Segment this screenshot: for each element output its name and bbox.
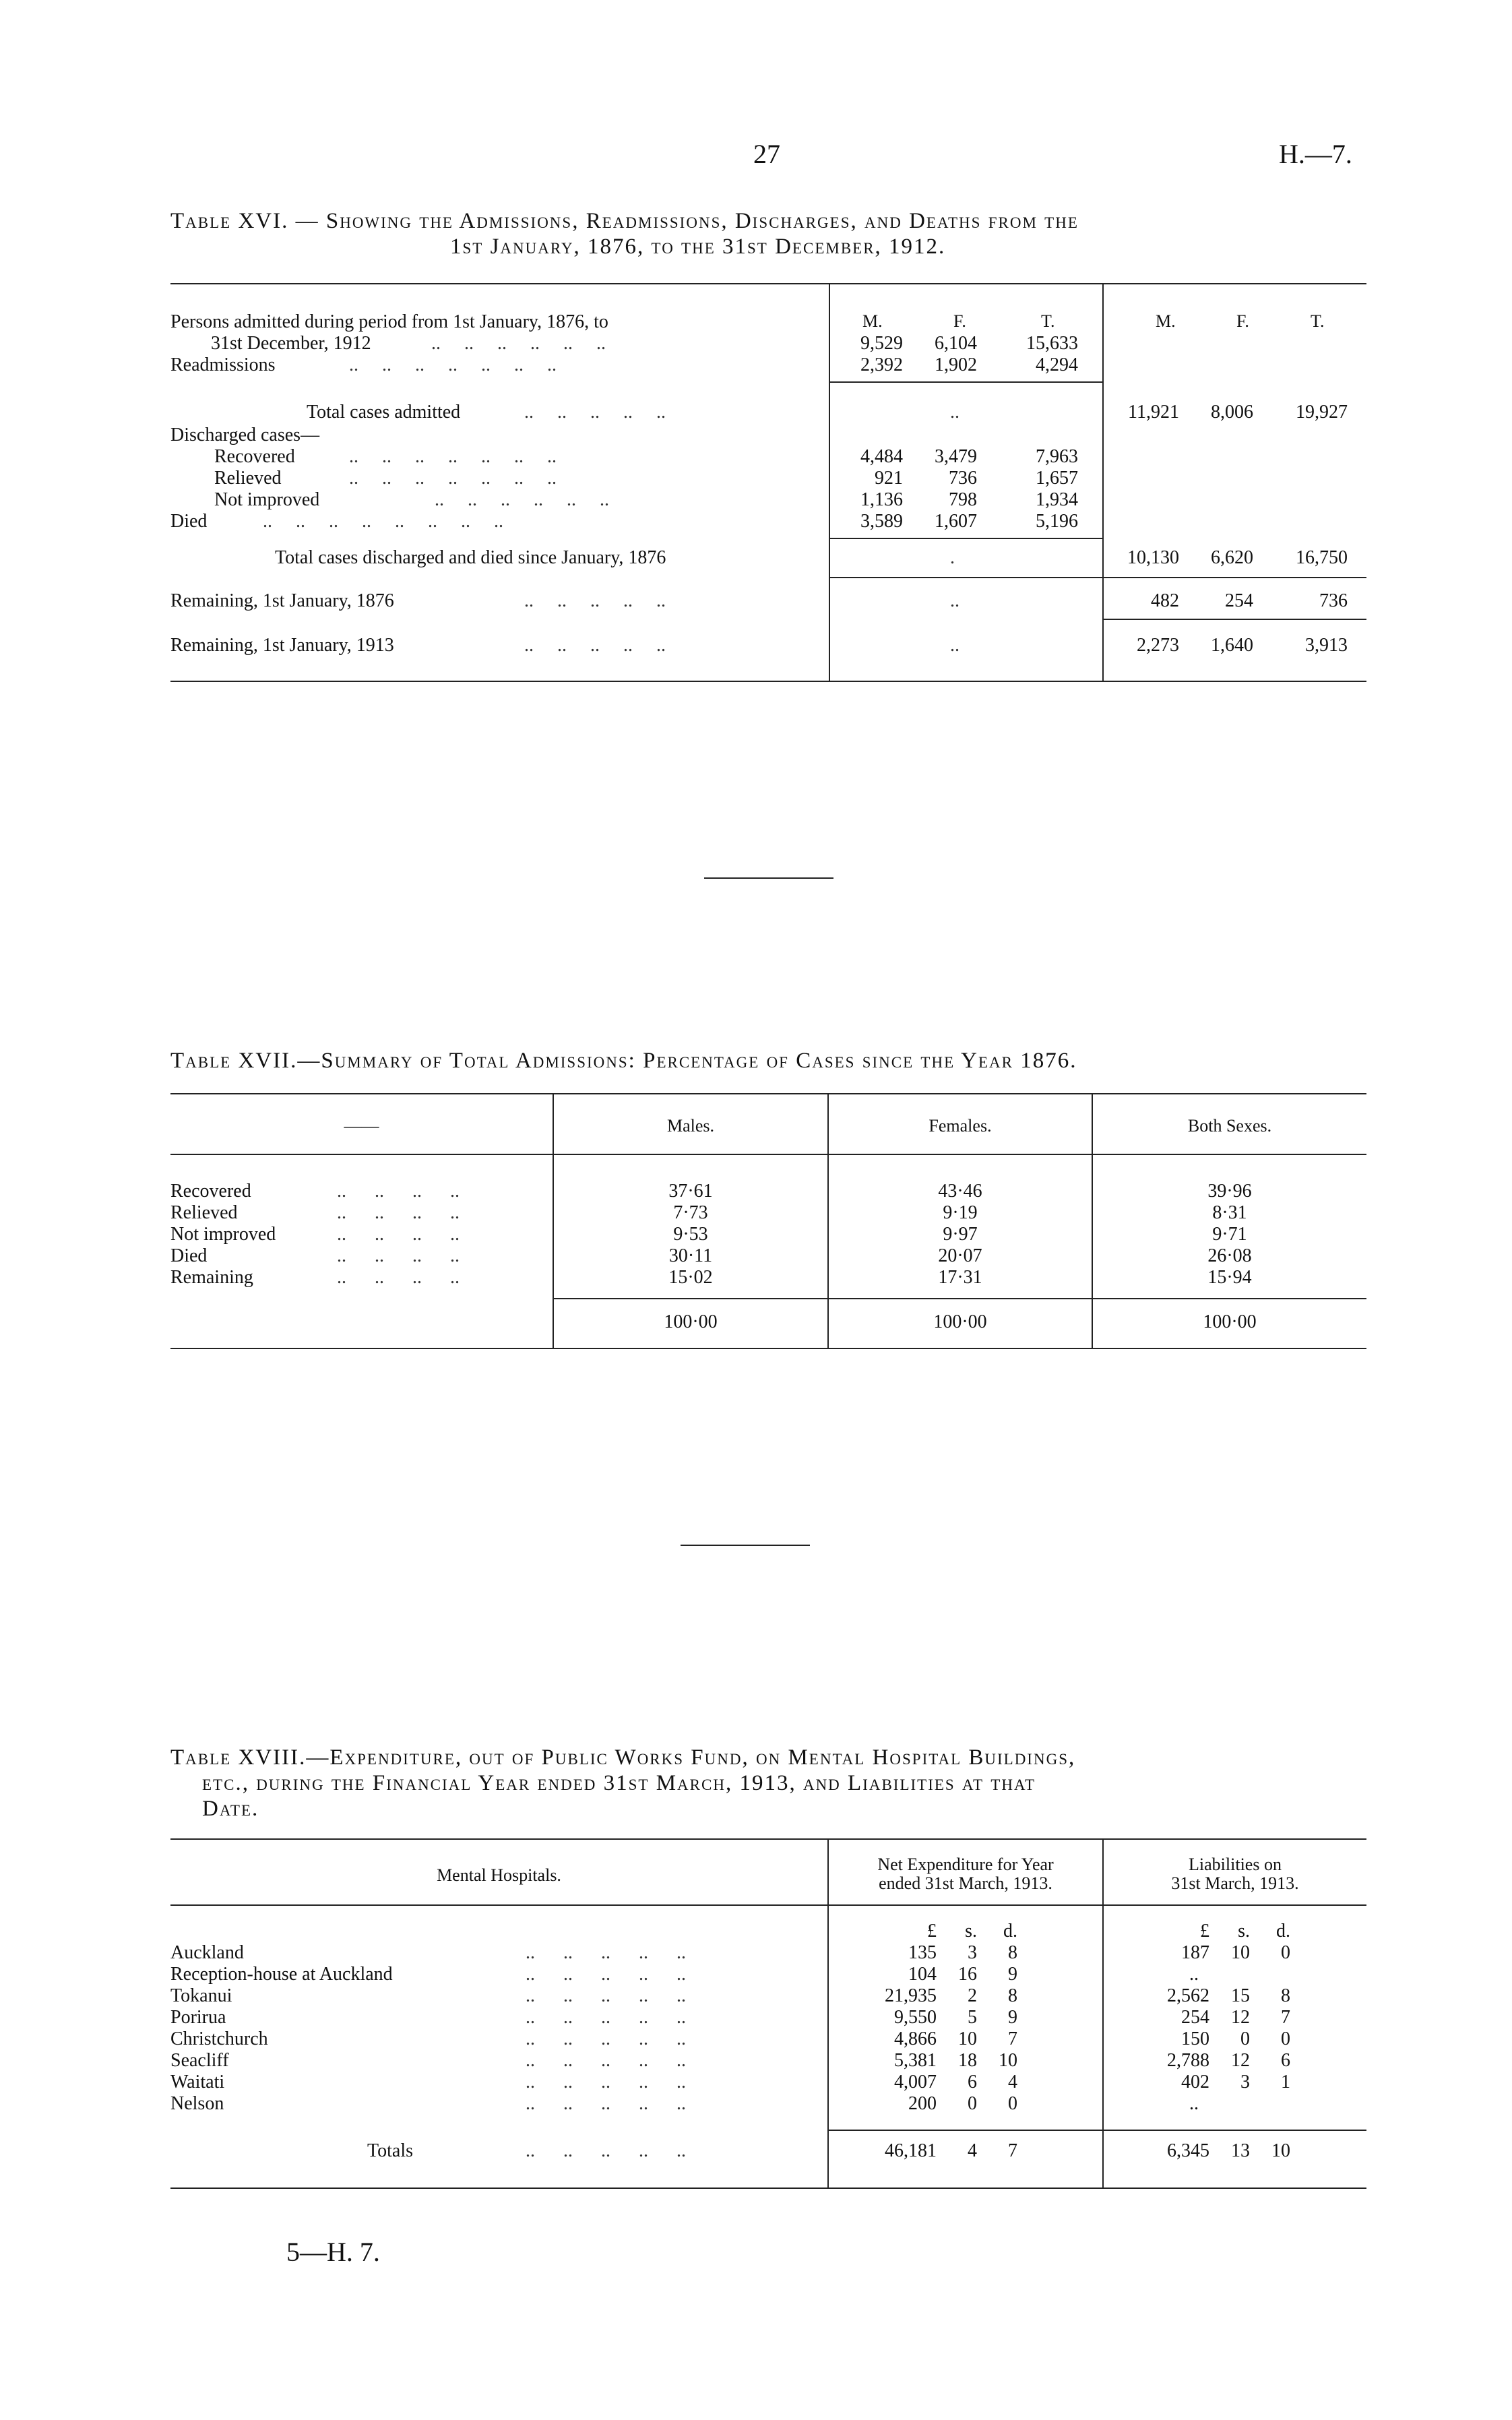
rule bbox=[829, 577, 1366, 578]
table16-title-line2: 1st January, 1876, to the 31st December, 1912. bbox=[450, 235, 946, 259]
pounds: 187 bbox=[1181, 1942, 1209, 1963]
inner-head-f: F. bbox=[953, 311, 966, 331]
value-t: 1,934 bbox=[1036, 489, 1078, 510]
row-relieved-label: Relieved bbox=[214, 468, 282, 489]
outer-head-f: F. bbox=[1236, 311, 1249, 331]
hospital-porirua-label: Porirua bbox=[170, 2007, 226, 2028]
pounds: 21,935 bbox=[885, 1985, 937, 2006]
pence: 8 bbox=[1281, 1985, 1290, 2006]
pence: 8 bbox=[1008, 1985, 1017, 2006]
value-f: 6,104 bbox=[935, 333, 977, 354]
section-separator bbox=[704, 877, 833, 879]
leader-dots: .. .. .. .. .. .. bbox=[431, 333, 606, 354]
table16-vrule-2 bbox=[1102, 283, 1104, 682]
pounds: 6,345 bbox=[1167, 2140, 1209, 2161]
table16-title-line1: Table XVI. — Showing the Admissions, Readmissions, Discharges, and Deaths from the bbox=[170, 209, 1079, 233]
table16-top-rule bbox=[170, 283, 1366, 284]
value-t: 1,657 bbox=[1036, 468, 1078, 489]
table17-cell: 9·53 bbox=[673, 1224, 708, 1245]
table17-header-females: Females. bbox=[928, 1116, 992, 1136]
table18-header-liabilities-line1: Liabilities on bbox=[1189, 1855, 1282, 1874]
inner-head-m: M. bbox=[862, 311, 883, 331]
table17-header-both: Both Sexes. bbox=[1187, 1116, 1272, 1136]
value-t: 5,196 bbox=[1036, 511, 1078, 532]
pence-head: d. bbox=[1003, 1921, 1017, 1942]
pence: 9 bbox=[1008, 2007, 1017, 2028]
hospital-waitati-label: Waitati bbox=[170, 2072, 225, 2092]
table17-row-recovered-label: Recovered bbox=[170, 1181, 251, 1202]
pounds: 46,181 bbox=[885, 2140, 937, 2161]
shillings: 15 bbox=[1231, 1985, 1250, 2006]
row-not-improved-label: Not improved bbox=[214, 489, 320, 510]
leader-dots: .. .. .. .. .. .. bbox=[435, 489, 609, 510]
subtotal-rule bbox=[829, 381, 1102, 383]
section-separator bbox=[681, 1545, 810, 1546]
table17-total-males: 100·00 bbox=[664, 1311, 718, 1332]
table18-total-rule bbox=[827, 2130, 1366, 2131]
table18-title-line1: Table XVIII.—Expenditure, out of Public Works Fund, on Mental Hospital Buildings, bbox=[170, 1745, 1076, 1770]
shillings-head: s. bbox=[1238, 1921, 1250, 1942]
table17-cell: 15·02 bbox=[668, 1267, 713, 1288]
value-m: 11,921 bbox=[1128, 402, 1179, 423]
pounds: 135 bbox=[908, 1942, 937, 1963]
shillings: 2 bbox=[968, 1985, 977, 2006]
table17-header-males: Males. bbox=[666, 1116, 715, 1136]
row-readmissions-label: Readmissions bbox=[170, 354, 276, 375]
table17-cell: 15·94 bbox=[1207, 1267, 1252, 1288]
value-m: 482 bbox=[1151, 590, 1179, 611]
value-t: 736 bbox=[1319, 590, 1348, 611]
value-m: 921 bbox=[875, 468, 903, 489]
table18-header-liabilities-line2: 31st March, 1913. bbox=[1171, 1873, 1299, 1893]
inner-head-t: T. bbox=[1041, 311, 1055, 331]
pence: 0 bbox=[1281, 1942, 1290, 1963]
hospital-seacliff-label: Seacliff bbox=[170, 2050, 229, 2071]
row-recovered-label: Recovered bbox=[214, 446, 295, 467]
shillings: 0 bbox=[968, 2093, 977, 2114]
shillings: 18 bbox=[958, 2050, 977, 2071]
value-f: 798 bbox=[949, 489, 977, 510]
hospital-reception-house-liabilities: .. bbox=[1189, 1964, 1199, 1985]
leader-dots: .. .. .. .. .. .. .. .. bbox=[263, 511, 503, 532]
row-remaining-1876-label: Remaining, 1st January, 1876 bbox=[170, 590, 394, 611]
value-f: 736 bbox=[949, 468, 977, 489]
pounds: 2,562 bbox=[1167, 1985, 1209, 2006]
pounds: 4,866 bbox=[894, 2028, 937, 2049]
value-m: 4,484 bbox=[860, 446, 903, 467]
table17-row-not-improved-label: Not improved bbox=[170, 1224, 276, 1245]
shillings: 4 bbox=[968, 2140, 977, 2161]
value-m: 2,273 bbox=[1137, 635, 1179, 656]
row-died-label: Died bbox=[170, 511, 208, 532]
hospital-reception-house-label: Reception-house at Auckland bbox=[170, 1964, 393, 1985]
shillings: 0 bbox=[1240, 2028, 1250, 2049]
leader-dot: . bbox=[950, 547, 955, 568]
table17-cell: 8·31 bbox=[1212, 1202, 1247, 1223]
outer-head-m: M. bbox=[1156, 311, 1176, 331]
pounds: 9,550 bbox=[894, 2007, 937, 2028]
table17-cell: 17·31 bbox=[938, 1267, 982, 1288]
leader-dots: .. .. .. .. .. .. .. bbox=[349, 446, 557, 467]
value-f: 3,479 bbox=[935, 446, 977, 467]
row-persons-admitted-line2: 31st December, 1912 bbox=[211, 333, 371, 354]
value-m: 3,589 bbox=[860, 511, 903, 532]
leader-dots: .. bbox=[950, 402, 959, 423]
pounds: 254 bbox=[1181, 2007, 1209, 2028]
pence: 4 bbox=[1008, 2072, 1017, 2092]
row-total-discharged-label: Total cases discharged and died since January, 1876 bbox=[275, 547, 666, 568]
outer-head-t: T. bbox=[1311, 311, 1325, 331]
table18-header-hospitals: Mental Hospitals. bbox=[437, 1865, 561, 1885]
shillings: 16 bbox=[958, 1964, 977, 1985]
pence: 8 bbox=[1008, 1942, 1017, 1963]
table18-title-line3: Date. bbox=[202, 1797, 259, 1821]
table17-cell: 9·97 bbox=[943, 1224, 978, 1245]
pence: 1 bbox=[1281, 2072, 1290, 2092]
value-f: 1,902 bbox=[935, 354, 977, 375]
pounds: 4,007 bbox=[894, 2072, 937, 2092]
table17-cell: 43·46 bbox=[938, 1181, 982, 1202]
table18-header-expenditure-line1: Net Expenditure for Year bbox=[877, 1855, 1054, 1874]
pence: 0 bbox=[1008, 2093, 1017, 2114]
table17-cell: 37·61 bbox=[668, 1181, 713, 1202]
value-m: 1,136 bbox=[860, 489, 903, 510]
value-f: 1,640 bbox=[1211, 635, 1253, 656]
table16-bottom-rule bbox=[170, 681, 1366, 682]
row-total-admitted-label: Total cases admitted bbox=[307, 402, 461, 423]
shillings: 3 bbox=[968, 1942, 977, 1963]
table16-vrule-1 bbox=[829, 283, 830, 682]
table17-cell: 20·07 bbox=[938, 1245, 982, 1266]
leader-dots: .. .. .. .. .. bbox=[524, 635, 666, 656]
row-discharged-heading: Discharged cases— bbox=[170, 425, 320, 445]
document-code: H.—7. bbox=[1279, 139, 1352, 169]
table17-header-rule bbox=[170, 1154, 1366, 1155]
shillings: 12 bbox=[1231, 2007, 1250, 2028]
footer-signature: 5—H. 7. bbox=[286, 2237, 380, 2267]
pence: 0 bbox=[1281, 2028, 1290, 2049]
hospital-tokanui-label: Tokanui bbox=[170, 1985, 232, 2006]
value-t: 3,913 bbox=[1305, 635, 1348, 656]
pence: 9 bbox=[1008, 1964, 1017, 1985]
row-remaining-1913-label: Remaining, 1st January, 1913 bbox=[170, 635, 394, 656]
value-f: 8,006 bbox=[1211, 402, 1253, 423]
table17-row-died-label: Died bbox=[170, 1245, 208, 1266]
leader-dots-column: .. .. .. .. .. .. .. .. .. .. .. .. .. .. .. .. .. .. .. .. bbox=[337, 1181, 460, 1288]
pounds: 5,381 bbox=[894, 2050, 937, 2071]
pounds: 2,788 bbox=[1167, 2050, 1209, 2071]
pounds-head: £ bbox=[1200, 1921, 1209, 1942]
pounds: 402 bbox=[1181, 2072, 1209, 2092]
shillings-head: s. bbox=[965, 1921, 977, 1942]
table17-title: Table XVII.—Summary of Total Admissions: Percentage of Cases since the Year 1876. bbox=[170, 1049, 1077, 1073]
leader-dots: .. .. .. .. .. bbox=[526, 2140, 686, 2161]
value-m: 2,392 bbox=[860, 354, 903, 375]
value-t: 4,294 bbox=[1036, 354, 1078, 375]
hospital-nelson-liabilities: .. bbox=[1189, 2093, 1199, 2114]
pence: 7 bbox=[1008, 2140, 1017, 2161]
shillings: 10 bbox=[958, 2028, 977, 2049]
table18-totals-label: Totals bbox=[367, 2140, 414, 2161]
table18-top-rule bbox=[170, 1838, 1366, 1840]
table17-bottom-rule bbox=[170, 1348, 1366, 1349]
table17-cell: 7·73 bbox=[673, 1202, 708, 1223]
pounds-head: £ bbox=[927, 1921, 937, 1942]
table17-row-remaining-label: Remaining bbox=[170, 1267, 253, 1288]
table17-cell: 9·71 bbox=[1212, 1224, 1247, 1245]
leader-dots-column: .. .. .. .. .. .. .. .. .. .. .. .. .. .. .. .. .. .. .. .. .. .. .. .. .. .. .. .. .. .. .. .. .. .. .. .. .. .. .. .. bbox=[526, 1942, 686, 2114]
shillings: 3 bbox=[1240, 2072, 1250, 2092]
subtotal-rule bbox=[829, 538, 1102, 539]
pence: 10 bbox=[999, 2050, 1017, 2071]
leader-dots: .. .. .. .. .. .. .. bbox=[349, 468, 557, 489]
value-f: 1,607 bbox=[935, 511, 977, 532]
hospital-auckland-label: Auckland bbox=[170, 1942, 244, 1963]
leader-dots: .. .. .. .. .. bbox=[524, 402, 666, 423]
table17-cell: 26·08 bbox=[1207, 1245, 1252, 1266]
shillings: 12 bbox=[1231, 2050, 1250, 2071]
table18-header-expenditure-line2: ended 31st March, 1913. bbox=[879, 1873, 1052, 1893]
pounds: 104 bbox=[908, 1964, 937, 1985]
value-f: 254 bbox=[1225, 590, 1253, 611]
hospital-christchurch-label: Christchurch bbox=[170, 2028, 268, 2049]
shillings: 5 bbox=[968, 2007, 977, 2028]
table17-top-rule bbox=[170, 1093, 1366, 1094]
leader-dots: .. .. .. .. .. bbox=[524, 590, 666, 611]
value-t: 7,963 bbox=[1036, 446, 1078, 467]
leader-dots: .. bbox=[950, 635, 959, 656]
rule bbox=[1102, 619, 1366, 620]
table17-row-relieved-label: Relieved bbox=[170, 1202, 238, 1223]
table18-header-rule bbox=[170, 1904, 1366, 1906]
pence: 7 bbox=[1008, 2028, 1017, 2049]
row-persons-admitted-line1: Persons admitted during period from 1st January, 1876, to bbox=[170, 311, 608, 332]
table17-total-both: 100·00 bbox=[1203, 1311, 1257, 1332]
shillings: 10 bbox=[1231, 1942, 1250, 1963]
table17-header-blank: —— bbox=[344, 1116, 379, 1136]
table17-total-rule bbox=[554, 1298, 1366, 1299]
pence: 6 bbox=[1281, 2050, 1290, 2071]
value-m: 10,130 bbox=[1127, 547, 1179, 568]
table17-cell: 39·96 bbox=[1207, 1181, 1252, 1202]
pounds: 150 bbox=[1181, 2028, 1209, 2049]
shillings: 13 bbox=[1231, 2140, 1250, 2161]
leader-dots: .. bbox=[950, 590, 959, 611]
table18-bottom-rule bbox=[170, 2188, 1366, 2189]
value-m: 9,529 bbox=[860, 333, 903, 354]
pence-head: d. bbox=[1276, 1921, 1290, 1942]
leader-dots: .. .. .. .. .. .. .. bbox=[349, 354, 557, 375]
value-t: 19,927 bbox=[1296, 402, 1348, 423]
value-t: 15,633 bbox=[1026, 333, 1078, 354]
pence: 10 bbox=[1271, 2140, 1290, 2161]
pence: 7 bbox=[1281, 2007, 1290, 2028]
hospital-nelson-label: Nelson bbox=[170, 2093, 224, 2114]
table17-cell: 30·11 bbox=[668, 1245, 713, 1266]
table18-title-line2: etc., during the Financial Year ended 31st March, 1913, and Liabilities at that bbox=[202, 1771, 1036, 1795]
pounds: 200 bbox=[908, 2093, 937, 2114]
table17-total-females: 100·00 bbox=[933, 1311, 987, 1332]
table17-cell: 9·19 bbox=[943, 1202, 978, 1223]
page-number: 27 bbox=[753, 139, 780, 169]
value-f: 6,620 bbox=[1211, 547, 1253, 568]
value-t: 16,750 bbox=[1296, 547, 1348, 568]
shillings: 6 bbox=[968, 2072, 977, 2092]
